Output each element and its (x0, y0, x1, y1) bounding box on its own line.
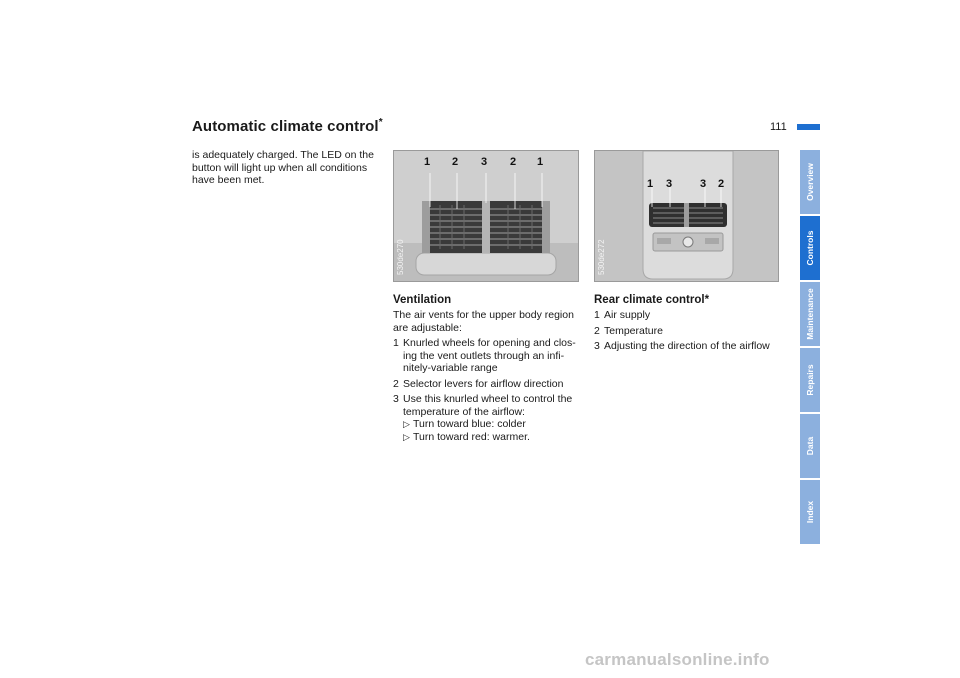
ventilation-heading: Ventilation (393, 294, 452, 306)
list-item: 1 Air supply (594, 309, 651, 321)
list-item: 3 Use this knurled wheel to control the temperature of the airflow: ▷ Turn toward blue: colder ▷ Turn toward red: warmer. (393, 393, 578, 443)
rear-console-illustration (595, 151, 778, 281)
triangle-bullet-icon: ▷ (403, 419, 410, 429)
page-number: 111 (770, 121, 787, 133)
photo-id: 530de272 (597, 239, 606, 275)
tab-data[interactable]: Data (800, 414, 820, 478)
front-vents-illustration (394, 151, 578, 281)
callout-label: 3 (700, 178, 707, 190)
callout-label: 1 (647, 178, 654, 190)
callout-label: 1 (424, 156, 431, 168)
tab-index[interactable]: Index (800, 480, 820, 544)
callout-label: 3 (481, 156, 488, 168)
rear-climate-list (594, 309, 779, 353)
ventilation-intro: The air vents for the upper body region are adjustable: (393, 309, 574, 334)
callout-label: 1 (537, 156, 544, 168)
tab-maintenance[interactable]: Maintenance (800, 282, 820, 346)
tab-repairs[interactable]: Repairs (800, 348, 820, 412)
front-vents-photo (393, 150, 579, 282)
list-item: 1 Knurled wheels for opening and clos-ing the vent outlets through an infi-nitely-variable range (393, 337, 576, 374)
rear-climate-section (594, 309, 779, 356)
watermark: carmanualsonline.info (585, 650, 770, 669)
sub-list-item: ▷ Turn toward blue: colder (403, 418, 526, 430)
page-number-bar (797, 124, 820, 130)
callout-label: 2 (452, 156, 459, 168)
ventilation-list (393, 337, 578, 443)
callout-label: 3 (666, 178, 673, 190)
rear-climate-heading: Rear climate control* (594, 294, 710, 306)
sub-list-item: ▷ Turn toward red: warmer. (403, 430, 530, 443)
ventilation-section (393, 309, 578, 446)
optional-equipment-star: * (378, 117, 383, 128)
photo-id: 530de270 (396, 239, 405, 275)
intro-paragraph: is adequately charged. The LED on the button will light up when all conditions have been met. (192, 149, 374, 186)
list-item: 2 Temperature (594, 324, 663, 337)
tab-controls[interactable]: Controls (800, 216, 820, 280)
callout-label: 2 (510, 156, 517, 168)
triangle-bullet-icon: ▷ (403, 431, 410, 442)
list-item: 2 Selector levers for airflow direction (393, 377, 564, 390)
list-item: 3 Adjusting the direction of the airflow (594, 340, 770, 352)
tab-overview[interactable]: Overview (800, 150, 820, 214)
page-title: Automatic climate control* (192, 117, 383, 135)
rear-climate-photo (594, 150, 779, 282)
callout-label: 2 (718, 178, 725, 190)
